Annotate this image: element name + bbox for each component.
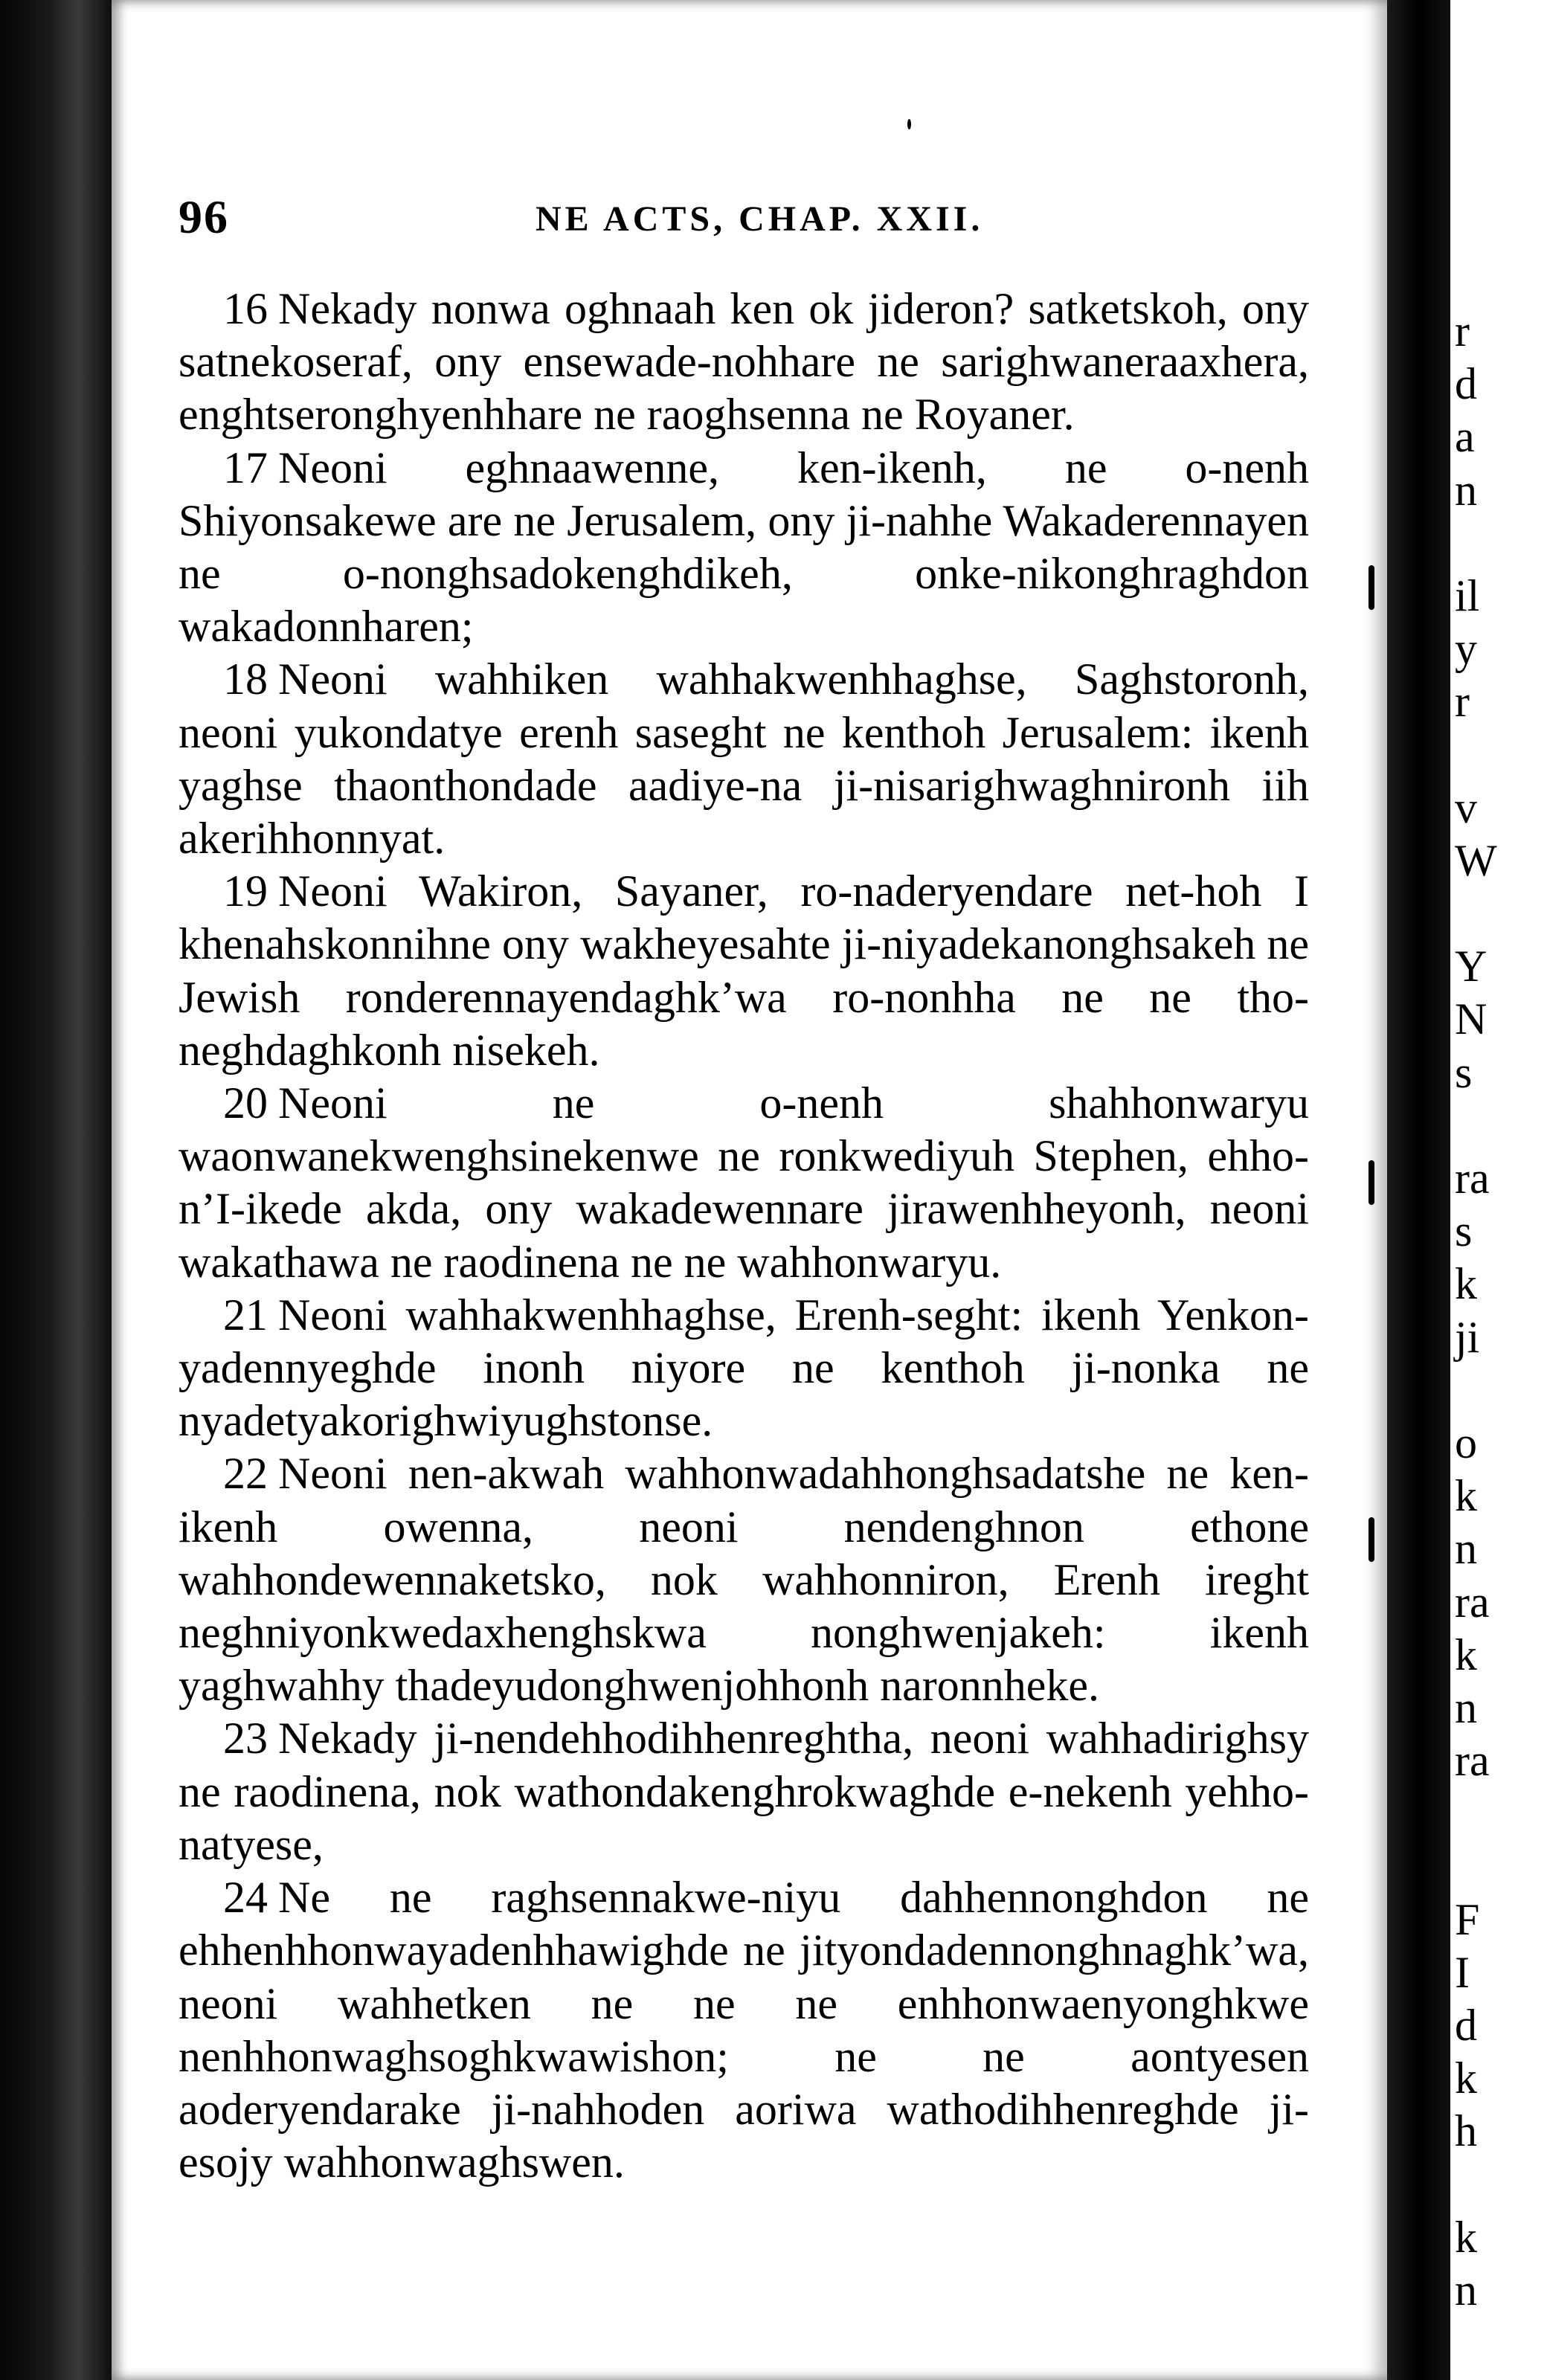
facing-page-fragment: a <box>1455 412 1475 462</box>
verse-number: 23 <box>223 1714 268 1763</box>
facing-page-fragment: o <box>1455 1418 1477 1467</box>
facing-page-fragment: k <box>1455 2212 1477 2262</box>
verse-22 <box>178 1447 1309 1712</box>
facing-page-fragment <box>1455 729 1544 782</box>
facing-page-fragment <box>1455 517 1544 570</box>
facing-page-fragment: n <box>1455 1682 1477 1732</box>
facing-page-fragment <box>1455 2158 1544 2211</box>
verse-18 <box>178 653 1309 865</box>
ink-speck <box>907 119 911 129</box>
facing-page-fragment: F <box>1455 1894 1480 1944</box>
facing-page-fragment: n <box>1455 1524 1477 1574</box>
verse-number: 24 <box>223 1873 268 1923</box>
verse-number: 18 <box>223 654 268 704</box>
facing-page-fragment: W <box>1455 835 1497 885</box>
verse-text: Neoni wahhakwenhhaghse, Erenh-seght: ikenh Yenkon-yadennyeghde inonh niyore ne kenthoh ji-nonka ne nyadetyakorighwiyughstonse. <box>178 1290 1309 1446</box>
verse-number: 16 <box>223 284 268 333</box>
facing-page-fragment: ra <box>1455 1736 1490 1786</box>
verse-16 <box>178 283 1309 442</box>
facing-page-fragment: N <box>1455 994 1488 1044</box>
facing-page-text-fragments <box>1455 305 1544 2317</box>
verse-text: Nekady ji-nendehhodihhenreghtha, neoni wahhadirighsy ne raodinena, nok wathondakenghrokwaghde e-nekenh yehho-natyese, <box>178 1714 1309 1869</box>
verse-number: 22 <box>223 1449 268 1499</box>
page-gutter <box>1387 0 1450 2380</box>
facing-page-fragment: v <box>1455 782 1477 832</box>
verse-number: 20 <box>223 1078 268 1128</box>
page-number: 96 <box>178 190 229 243</box>
facing-page-fragment <box>1455 1787 1544 1840</box>
verse-19 <box>178 865 1309 1077</box>
facing-page-fragment: k <box>1455 1471 1477 1521</box>
facing-page-fragment <box>1455 1099 1544 1152</box>
verse-21 <box>178 1289 1309 1448</box>
facing-page-fragment <box>1455 887 1544 940</box>
ink-speck <box>1368 565 1374 610</box>
facing-page-fragment: ra <box>1455 1577 1490 1627</box>
facing-page-fragment: s <box>1455 1206 1473 1256</box>
facing-page-fragment: I <box>1455 1947 1470 1997</box>
verse-number: 17 <box>223 443 268 492</box>
verse-text: Nekady nonwa oghnaah ken ok jideron? satketskoh, ony satnekoseraf, ony ensewade-nohhare ne sarighwaneraaxhera, enghtseronghyenhhare ne raoghsenna ne Royaner. <box>178 284 1309 440</box>
facing-page-fragment: il <box>1455 570 1480 620</box>
facing-page-fragment: k <box>1455 2053 1477 2103</box>
book-page <box>112 0 1387 2380</box>
verse-text: Neoni eghnaawenne, ken-ikenh, ne o-nenh Shiyonsakewe are ne Jerusalem, ony ji-nahhe Wakaderennayen ne o-nonghsadokenghdikeh, onke-nikonghraghdon wakadonnharen; <box>178 443 1309 652</box>
facing-page-fragment: Y <box>1455 942 1488 991</box>
verse-24 <box>178 1871 1309 2189</box>
ink-speck <box>1368 1517 1374 1562</box>
verse-number: 19 <box>223 866 268 916</box>
facing-page-fragment: n <box>1455 2265 1477 2315</box>
book-binding-edge <box>0 0 112 2380</box>
facing-page-fragment: k <box>1455 1259 1477 1309</box>
page-header <box>178 190 1309 257</box>
facing-page-fragment: d <box>1455 2001 1477 2050</box>
facing-page-fragment: k <box>1455 1630 1477 1679</box>
verse-20 <box>178 1077 1309 1289</box>
facing-page-fragment <box>1455 1364 1544 1417</box>
facing-page-fragment: y <box>1455 624 1477 674</box>
facing-page-fragment: ra <box>1455 1154 1490 1203</box>
facing-page-fragment: d <box>1455 359 1477 409</box>
scripture-text <box>178 283 1309 2189</box>
facing-page-fragment: s <box>1455 1047 1473 1097</box>
ink-speck <box>1368 1160 1374 1205</box>
verse-17 <box>178 442 1309 654</box>
verse-23 <box>178 1712 1309 1871</box>
facing-page-fragment: r <box>1455 306 1470 356</box>
verse-number: 21 <box>223 1290 268 1339</box>
facing-page-fragment: n <box>1455 465 1477 515</box>
verse-text: Neoni ne o-nenh shahhonwaryu waonwanekwenghsinekenwe ne ronkwediyuh Stephen, ehho-n’I-ikede akda, ony wakadewennare jirawenhheyonh, neoni wakathawa ne raodinena ne ne wahhonwaryu. <box>178 1078 1309 1287</box>
facing-page-fragment: h <box>1455 2106 1477 2156</box>
verse-text: Neoni nen-akwah wahhonwadahhonghsadatshe ne ken-ikenh owenna, neoni nendenghnon ethone wahhondewennaketsko, nok wahhonniron, Erenh ireght neghniyonkwedaxhenghskwa nonghwenjakeh: ikenh yaghwahhy thadeyudonghwenjohhonh naronnheke. <box>178 1449 1309 1711</box>
verse-text: Neoni wahhiken wahhakwenhhaghse, Saghstoronh, neoni yukondatye erenh saseght ne kenthoh Jerusalem: ikenh yaghse thaonthondade aadiye-na ji-nisarighwaghnironh iih akerihhonnyat. <box>178 654 1309 863</box>
facing-page-edge <box>1450 0 1547 2380</box>
running-title: NE ACTS, CHAP. XXII. <box>536 199 984 239</box>
facing-page-fragment <box>1455 1840 1544 1893</box>
facing-page-fragment: r <box>1455 677 1470 727</box>
verse-text: Neoni Wakiron, Sayaner, ro-naderyendare net-hoh I khenahskonnihne ony wakheyesahte ji-niyadekanonghsakeh ne Jewish ronderennayendaghk’wa ro-nonhha ne ne tho-neghdaghkonh nisekeh. <box>178 866 1309 1075</box>
facing-page-fragment: ji <box>1455 1312 1480 1362</box>
verse-text: Ne ne raghsennakwe-niyu dahhennonghdon ne ehhenhhonwayadenhhawighde ne jityondadennonghnaghk’wa, neoni wahhetken ne ne ne enhhonwaenyonghkwe nenhhonwaghsoghkwawishon; ne ne aontyesen aoderyendarake ji-nahhoden aoriwa wathodihhenreghde ji-esojy wahhonwaghswen. <box>178 1873 1309 2187</box>
